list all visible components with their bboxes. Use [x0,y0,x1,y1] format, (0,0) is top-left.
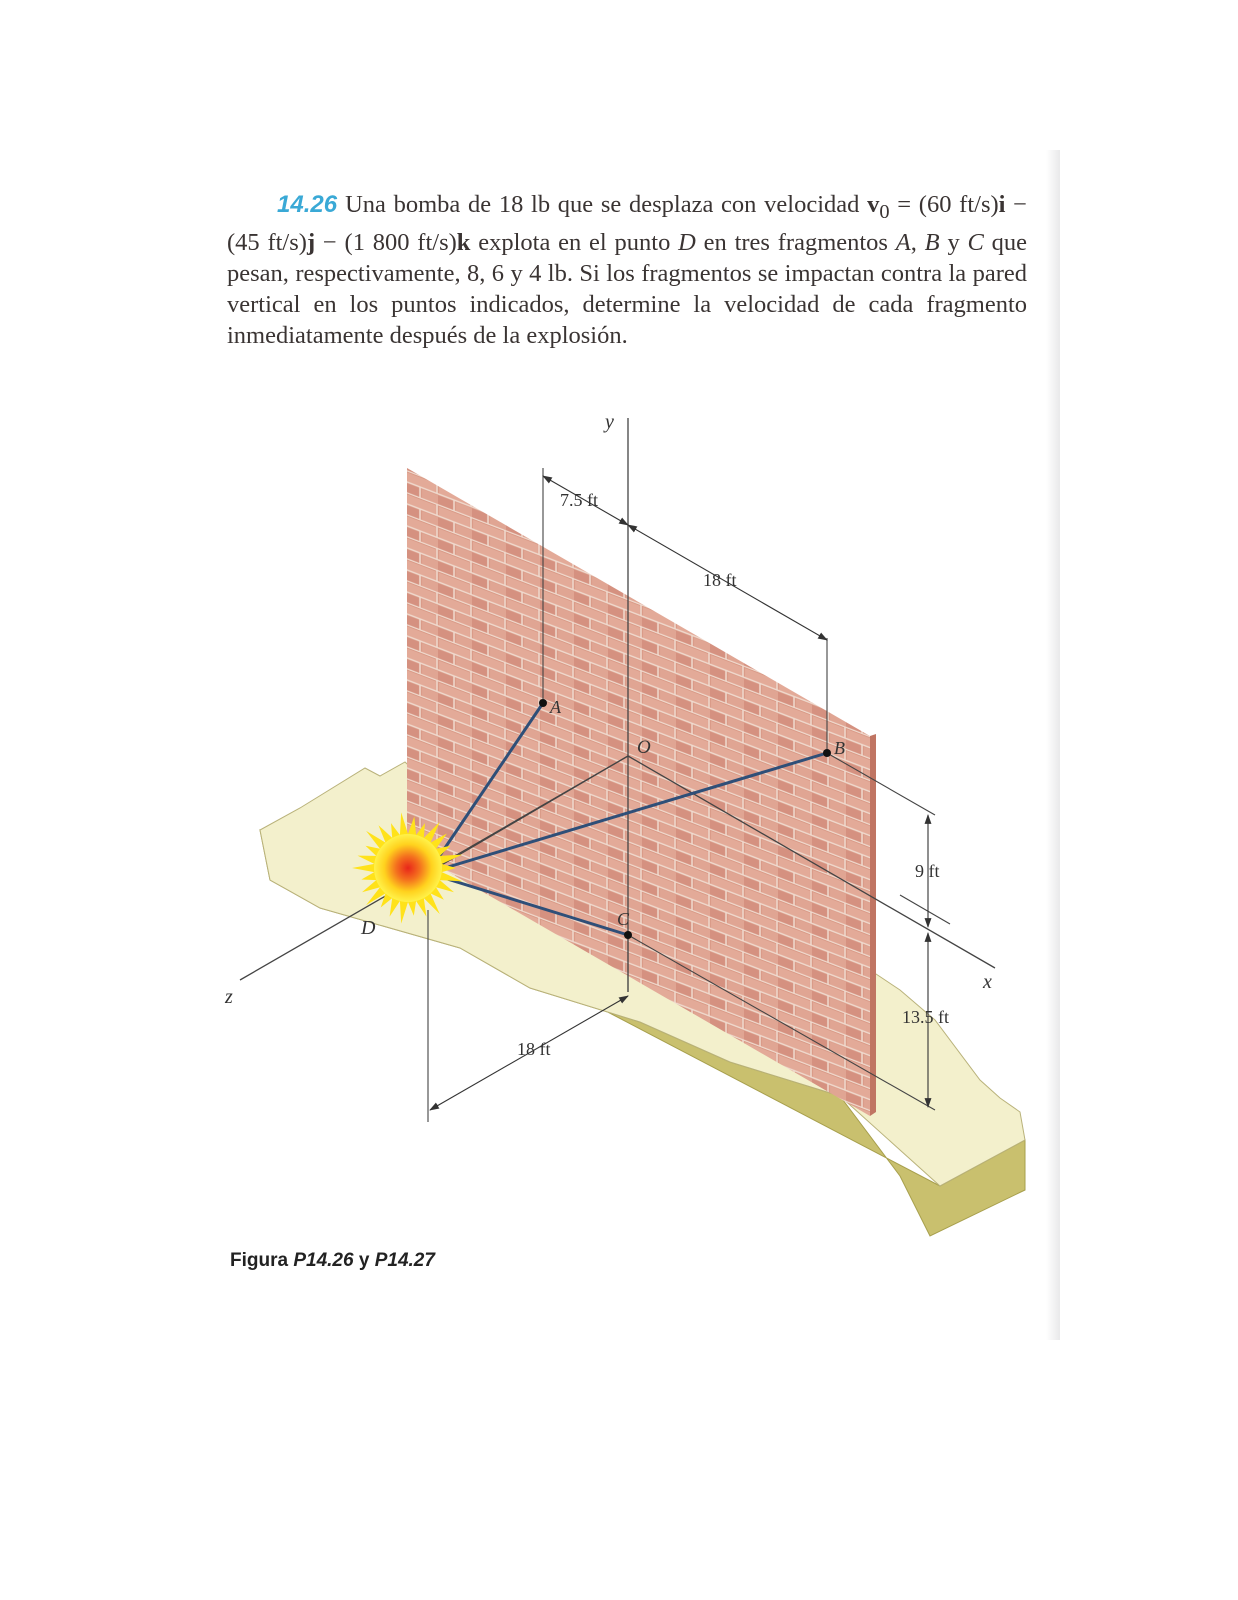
point-b-dot [823,749,831,757]
y-axis-label: y [605,411,614,433]
ref-line-x-level [900,895,950,924]
figure-caption [230,1250,435,1272]
point-d-label: D [361,917,376,939]
point-a-label: A [550,697,561,717]
dim-9-ft-label: 9 ft [915,861,940,881]
origin-label: O [637,737,651,758]
caption-second-ref: P14.27 [374,1250,435,1271]
x-axis-label: x [983,971,992,993]
point-c-dot [624,931,632,939]
dim-18-ft-bottom-label: 18 ft [517,1039,551,1059]
problem-figure [200,150,1060,1340]
dim-13-5-ft-label: 13.5 ft [902,1007,949,1027]
dim-7-5-ft-label: 7.5 ft [560,490,598,510]
point-b-label: B [834,738,845,758]
problem-text: Una bomba de 18 lb que se desplaza con velocidad $v_0 = (60$ ft/s)i − (45 ft/s)j − (1 800 ft/s)k explota en el punto D en tres fragmentos A, B y C que pesan, respectivamente, 8, 6 y 4 lb. Si los fragmentos se impactan contra la pared vertical en los puntos indicados, determine la velocidad de cada fragmento inmediatamente después de la explosión. [227,190,1028,350]
problem-number: 14.26 [277,190,338,218]
point-c-label: C [617,909,630,929]
z-axis-label: z [225,986,233,1008]
scanned-page [200,150,1060,1340]
caption-prefix: Figura [230,1250,289,1271]
point-a-dot [539,699,547,707]
explosion-core [374,834,442,902]
dim-18-ft-top-label: 18 ft [703,570,737,590]
brick-wall-edge [870,734,876,1116]
caption-first-ref: P14.26 [293,1250,354,1271]
caption-conjunction: y [358,1250,370,1271]
